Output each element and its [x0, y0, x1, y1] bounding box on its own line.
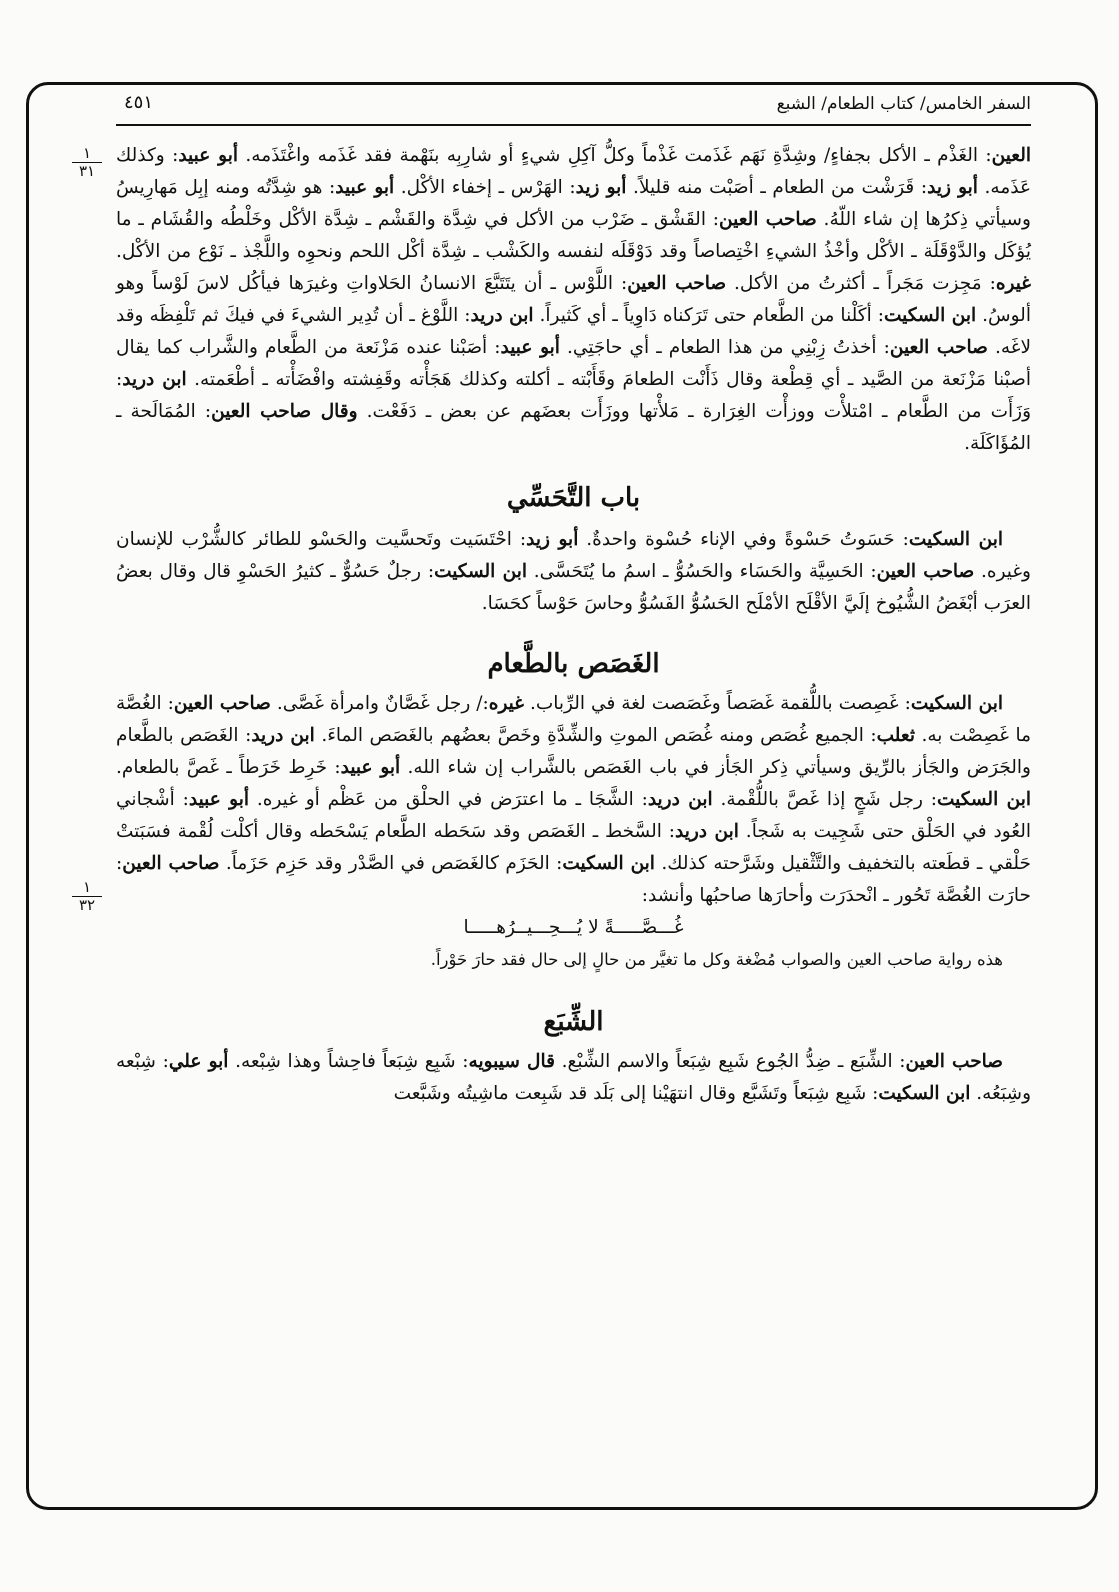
verse-note: هذه رواية صاحب العين والصواب مُضْغة وكل ما تغيَّر من حالٍ إلى حال فقد حارَ حَوْراً.: [430, 950, 1003, 969]
entry-text: : حَسَوتُ حَسْوةً وفي الإناء حُسْوة واحدةٌ.: [578, 529, 909, 550]
speaker-name: ثعلب: [876, 725, 915, 746]
speaker-name: وقال صاحب العين: [211, 401, 358, 422]
page-body: [116, 140, 1031, 1110]
paragraph-al-ghadhm: [116, 140, 1031, 460]
entry-text: : الشَّجَا ـ ما اعترَض في الحلْق من عَظْم أو غيره.: [249, 789, 648, 810]
page-number: ٤٥١: [124, 92, 154, 113]
entry-text: : رجلٌ حَسُوٌّ ـ كثيرُ الحَسْوِ قال وقال بعضُ العرَب أبْغَضُ الشُّيُوخ إلَيَّ الأقْلَح الأمْلَح الحَسُوُّ الفَسُوُّ وحاسَ حَوْساً كحَسَا.: [116, 561, 1031, 614]
entry-text: : شَبِع شِبَعاً فاحِشاً وهذا شِبْعه.: [228, 1051, 469, 1072]
margin-ref-2: [72, 880, 102, 913]
entry-text: : رجل شَجٍ إذا غَصَّ باللُّقْمة.: [712, 789, 937, 810]
speaker-name: أبو زيد: [526, 529, 579, 550]
paragraph-tahassi: [116, 524, 1031, 620]
running-header: [116, 86, 1031, 126]
speaker-name: ابن السكيت: [878, 1083, 971, 1104]
entry-text: : شَبِع شِبَعاً وتَشَبَّع وقال انتهَيْنا إلى بَلَد قد شَبِعت ماشِيتُه وشَبَّعت: [393, 1083, 879, 1104]
entry-text: : وكذلك عَذَمه.: [116, 145, 1032, 198]
speaker-name: صاحب العين: [122, 853, 220, 874]
entry-text: : خَرِط خَرَطاً ـ غَصَّ بالطعام.: [116, 757, 341, 778]
margin-ref-1-num: ١: [82, 144, 92, 162]
entry-text: : احْتَسَيت وتَحسَّيت والحَسْو للطائر كالشُّرْب للإنسان وغيره.: [116, 529, 1031, 582]
entry-text: : الغَذْم ـ الأكل بجفاءٍ/ وشِدَّةِ نَهَم غَذَمت غَذْماً وكلُّ آكِلِ شيءٍ أو شارِبِه بنَهْمة فقد غَذَمه واغْتَذَمه.: [238, 145, 992, 166]
entry-text: : حارَت الغُصَّة تَحُور ـ انْحدَرَت وأحارَها صاحبُها وأنشد:: [116, 853, 1031, 906]
heading-al-shiba: الشِّبَع: [543, 1007, 604, 1037]
margin-ref-2-num: ١: [82, 878, 92, 896]
entry-text: : مَجِزت مَجَراً ـ أكثرتُ من الأكل.: [726, 273, 996, 294]
speaker-name: قال سيبويه: [468, 1051, 555, 1072]
speaker-name: أبو عبيد: [178, 145, 239, 166]
entry-text: : الحَزَم كالغَصَص في الصَّدْر وقد حَزِم حَزَماً.: [219, 853, 563, 874]
heading-bab-al-tahassi: باب التَّحَسِّي: [506, 483, 641, 513]
margin-ref-1-den: ٣١: [78, 162, 96, 180]
speaker-name: ابن دريد: [122, 369, 187, 390]
heading-al-ghasas: الغَصَص بالطَّعام: [487, 649, 660, 679]
entry-text: : اللَّوْس ـ أن يتَتَبَّعَ الانسانُ الحَلاواتِ وغيرَها فيأكُل لاسَ لَوْساً وهو ألوسُ.: [116, 273, 1031, 326]
speaker-name: أبو علي: [168, 1051, 229, 1072]
speaker-name: ابن دريد: [251, 725, 315, 746]
entry-text: : اللَّوْغ ـ أن تُدِير الشيءَ في فيكَ ثم تَلْفِظَه وقد لاغَه.: [116, 305, 1032, 358]
speaker-name: صاحب العين: [889, 337, 988, 358]
speaker-name: ابن السكيت: [562, 853, 655, 874]
paragraph-shiba: [116, 1046, 1031, 1110]
entry-text: : الغَصَص بالطَّعام والجَرَض والجَأز بالرِّيق وسيأتي ذِكر الجَأز في باب الغَصَص بالشَّراب إن شاء الله.: [116, 725, 1031, 778]
entry-text: : أخذتُ زِبْنِي من هذا الطعام ـ أي حاجَتِي.: [559, 337, 890, 358]
speaker-name: غيره: [488, 693, 524, 714]
entry-text: : شِبْعه وشِبَعُه.: [116, 1051, 1031, 1104]
speaker-name: ابن السكيت: [936, 789, 1031, 810]
entry-text: : الشِّبَع ـ ضِدُّ الجُوع شَبِع شِبَعاً والاسم الشِّبْع.: [554, 1051, 906, 1072]
speaker-name: أبو زيد: [575, 177, 627, 198]
speaker-name: أبو عبيد: [188, 789, 250, 810]
speaker-name: أبو عبيد: [340, 757, 401, 778]
speaker-name: العين: [991, 145, 1032, 166]
speaker-name: ابن السكيت: [434, 561, 527, 582]
entry-text: : الحَسِيَّة والحَسَاء والحَسُوُّ ـ اسمُ ما يُتَحَسَّى.: [527, 561, 877, 582]
speaker-name: ابن دريد: [470, 305, 534, 326]
entry-text: : الهَرْس ـ إخفاء الأكْل.: [394, 177, 576, 198]
speaker-name: ابن السكيت: [910, 693, 1004, 714]
entry-text: : قَرَشْت من الطعام ـ أصَبْت منه قليلاً.: [626, 177, 928, 198]
speaker-name: غيره: [995, 273, 1031, 294]
entry-text: : هو شِدَّتُه ومنه إبِل مَهارِيسُ وسيأتي ذِكرُها إن شاء اللّهُ.: [116, 177, 1031, 230]
speaker-name: صاحب العين: [627, 273, 727, 294]
speaker-name: صاحب العين: [876, 561, 975, 582]
entry-text: : القَشْق ـ ضَرْب من الأكل في شِدَّة والقَشْم ـ شِدَّة الأكْل وخَلْطُه والقُشَام ـ ما يُؤكَل والدَّوْقَلَة ـ الأكْل وأخْذُ الشيءِ اخْتِصاصاً وقد دَوْقَلَه لنفسه والكَشْب ـ شِدَّة أكْل اللحم ونحوِه واللَّجْذ ـ نَوْع من الأكْل.: [116, 209, 1031, 262]
entry-text: : وَزَأَت من الطَّعام ـ امْتلأْت ووزأْت الغِرَارة ـ مَلأْتها ووزَأَت بعضَهم عن بعض ـ دَفَعْت.: [116, 369, 1031, 422]
entry-text: : أشْجاني العُود في الحَلْق حتى شَجِيت به شَجاً.: [116, 789, 1031, 842]
entry-text: : أكَلْنا من الطَّعام حتى تَرَكناه دَاوِياً ـ أي كَثيراً.: [533, 305, 884, 326]
speaker-name: صاحب العين: [905, 1051, 1004, 1072]
speaker-name: ابن السكيت: [908, 529, 1003, 550]
speaker-name: صاحب العين: [173, 693, 271, 714]
speaker-name: أبو عبيد: [500, 337, 560, 358]
entry-text: : غَصِصت باللُّقمة غَصَصاً وغَصَصت لغة في الرِّباب.: [523, 693, 911, 714]
speaker-name: ابن السكيت: [883, 305, 977, 326]
margin-ref-2-den: ٣٢: [78, 896, 96, 914]
paragraph-ghasas: [116, 688, 1031, 912]
entry-text: : الجميع غُصَص ومنه غُصَص الموتِ والشِّدَّةِ وخَصَّ بعضُهم بالغَصَص الماءَ.: [314, 725, 877, 746]
speaker-name: ابن دريد: [675, 821, 739, 842]
speaker-name: صاحب العين: [719, 209, 817, 230]
speaker-name: أبو زيد: [927, 177, 978, 198]
verse-line: غُـــصَّـــــةً لا يُـــحِـــيــرُهـــــا: [463, 917, 684, 938]
entry-text: :/ رجل غَصَّانٌ وامرأة غَصَّى.: [270, 693, 489, 714]
speaker-name: أبو عبيد: [335, 177, 395, 198]
entry-text: : الغُصَّة ما غَصِصْت به.: [116, 693, 1031, 746]
entry-text: : المُمَالَحة ـ المُؤَاكَلَة.: [116, 401, 1031, 454]
margin-ref-1: [72, 146, 102, 179]
running-title: السفر الخامس/ كتاب الطعام/ الشبع: [776, 94, 1031, 114]
speaker-name: ابن دريد: [647, 789, 713, 810]
entry-text: : السَّخط ـ الغَصَص وقد سَحَطه الطَّعام يَسْحَطه وقال أكلْت لُقْمة فسَبَتتْ حَلْقي ـ قطَعته بالتخفيف والتَّثْقيل وشَرَّحته كذلك.: [116, 821, 1031, 874]
entry-text: : أصَبْنا عنده مَزْنَعة من الطَّعام والشَّراب كما يقال أصبْنا مَزْنَعة من الصَّيد ـ أي قِطْعة وقال ذَأَنْت الطعامَ وقَأَبْته ـ أكلته وكذلك هَجَأْته وقَفِشته وافْضَأْته ـ أطْعَمته.: [116, 337, 1031, 390]
